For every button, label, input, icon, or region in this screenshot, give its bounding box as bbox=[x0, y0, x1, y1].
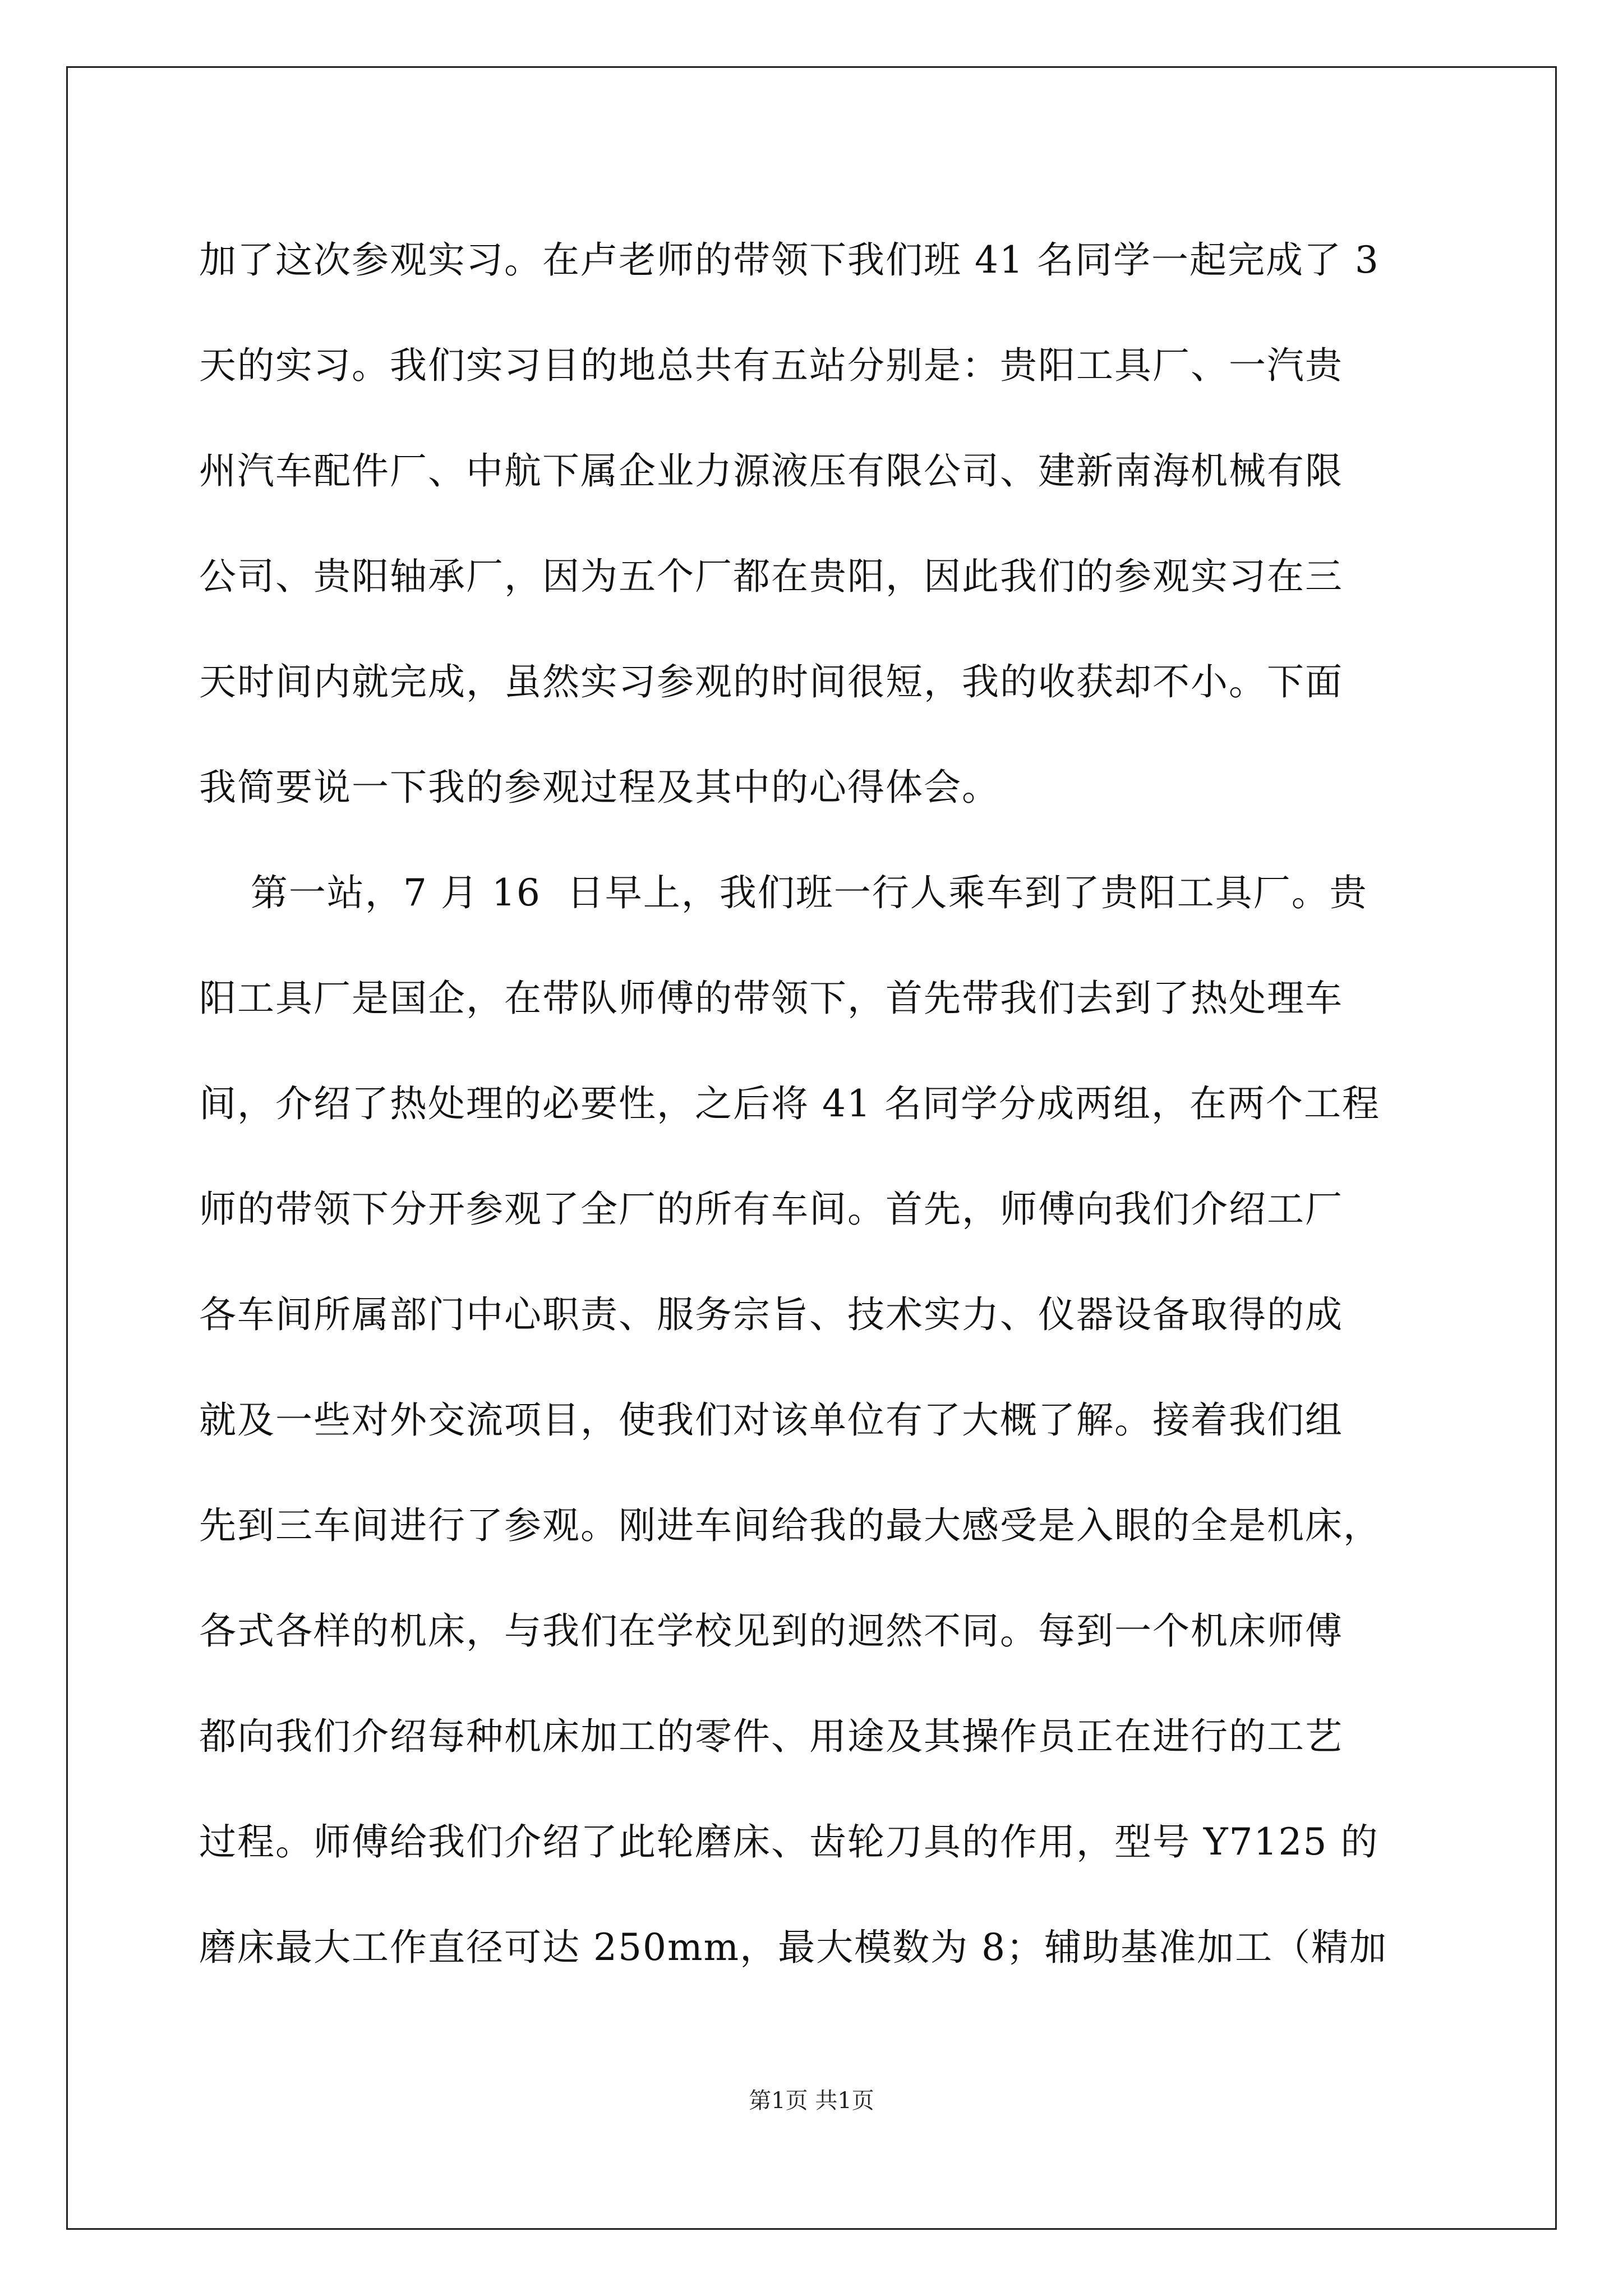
text-line: 各式各样的机床，与我们在学校见到的迥然不同。每到一个机床师傅 bbox=[199, 1609, 1343, 1653]
text-line: 各车间所属部门中心职责、服务宗旨、技术实力、仪器设备取得的成 bbox=[199, 1293, 1343, 1336]
page-footer: 第1页 共1页 bbox=[749, 2088, 874, 2114]
text-line: 磨床最大工作直径可达 250mm，最大模数为 8；辅助基准加工（精加 bbox=[199, 1926, 1388, 1969]
text-line: 我简要说一下我的参观过程及其中的心得体会。 bbox=[199, 766, 1000, 809]
text-line: 加了这次参观实习。在卢老师的带领下我们班 41 名同学一起完成了 3 bbox=[199, 238, 1380, 282]
text-line: 都向我们介绍每种机床加工的零件、用途及其操作员正在进行的工艺 bbox=[199, 1715, 1343, 1758]
document-body bbox=[199, 208, 1438, 2000]
text-line: 州汽车配件厂、中航下属企业力源液压有限公司、建新南海机械有限 bbox=[199, 449, 1343, 493]
text-line: 天的实习。我们实习目的地总共有五站分别是：贵阳工具厂、一汽贵 bbox=[199, 344, 1343, 387]
text-line: 天时间内就完成，虽然实习参观的时间很短，我的收获却不小。下面 bbox=[199, 660, 1343, 703]
text-line: 间，介绍了热处理的必要性，之后将 41 名同学分成两组，在两个工程 bbox=[199, 1082, 1380, 1125]
text-line: 过程。师傅给我们介绍了此轮磨床、齿轮刀具的作用，型号 Y7125 的 bbox=[199, 1820, 1379, 1864]
text-line: 就及一些对外交流项目，使我们对该单位有了大概了解。接着我们组 bbox=[199, 1398, 1343, 1442]
text-line: 阳工具厂是国企，在带队师傅的带领下，首先带我们去到了热处理车 bbox=[199, 977, 1343, 1020]
text-line: 先到三车间进行了参观。刚进车间给我的最大感受是入眼的全是机床， bbox=[199, 1504, 1381, 1547]
text-line: 师的带领下分开参观了全厂的所有车间。首先，师傅向我们介绍工厂 bbox=[199, 1188, 1343, 1231]
text-line: 公司、贵阳轴承厂，因为五个厂都在贵阳，因此我们的参观实习在三 bbox=[199, 555, 1343, 598]
text-line: 第一站，7 月 16 日早上，我们班一行人乘车到了贵阳工具厂。贵 bbox=[199, 871, 1368, 914]
